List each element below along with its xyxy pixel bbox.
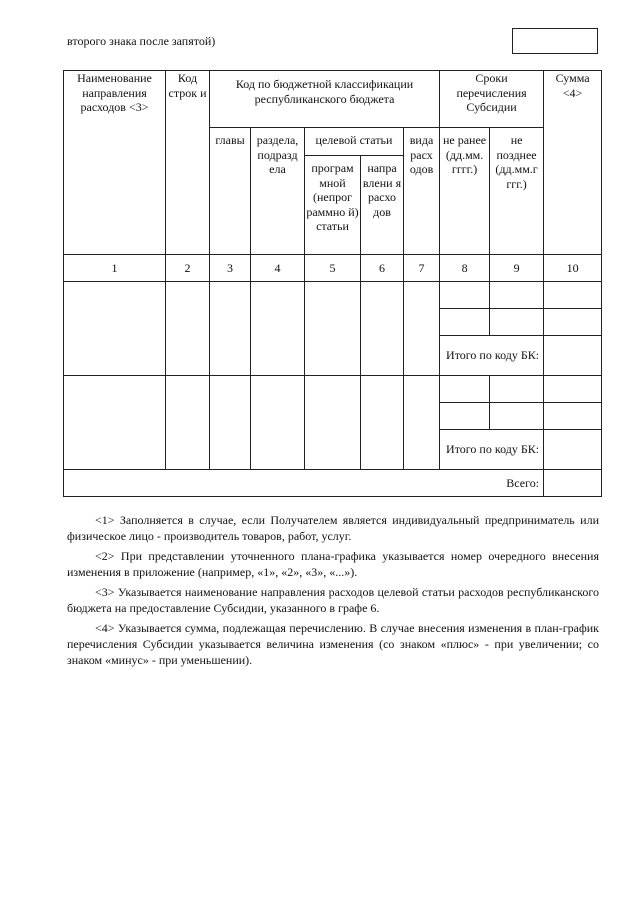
- header-expense-kind: вида расх одов: [404, 128, 440, 255]
- data-cell[interactable]: [544, 282, 602, 309]
- header-target-article: целевой статьи: [305, 128, 404, 156]
- header-section: раздела, подразд ела: [251, 128, 305, 255]
- data-cell[interactable]: [404, 376, 440, 470]
- subsidy-plan-table: [63, 70, 602, 497]
- data-cell[interactable]: [64, 282, 166, 376]
- grand-total-value[interactable]: [544, 470, 602, 497]
- header-budget-classification: Код по бюджетной классификации республиканского бюджета: [210, 71, 440, 128]
- data-cell[interactable]: [490, 309, 544, 336]
- data-cell[interactable]: [166, 376, 210, 470]
- code-box: [512, 28, 598, 54]
- data-cell[interactable]: [251, 376, 305, 470]
- col-number-3: 3: [210, 255, 251, 282]
- total-by-bk-label: Итого по коду БК:: [440, 430, 544, 470]
- header-expense-direction: напра влени я расхо дов: [361, 156, 404, 255]
- data-cell[interactable]: [544, 376, 602, 403]
- data-cell[interactable]: [210, 376, 251, 470]
- col-number-9: 9: [490, 255, 544, 282]
- data-cell[interactable]: [404, 282, 440, 376]
- col-number-5: 5: [305, 255, 361, 282]
- footnote-2: <2> При представлении уточненного плана-графика указывается номер очередного внесения изменения в приложение (например, «1», «2», «3», «...»).: [67, 549, 599, 579]
- data-cell[interactable]: [490, 282, 544, 309]
- data-cell[interactable]: [440, 376, 490, 403]
- data-cell[interactable]: [490, 376, 544, 403]
- data-cell[interactable]: [361, 282, 404, 376]
- total-by-bk-value[interactable]: [544, 430, 602, 470]
- data-cell[interactable]: [251, 282, 305, 376]
- data-cell[interactable]: [210, 282, 251, 376]
- header-transfer-terms: Сроки перечисления Субсидии: [440, 71, 544, 128]
- footnote-1: <1> Заполняется в случае, если Получателем является индивидуальный предприниматель или физическое лицо - производитель товаров, работ, услуг.: [67, 513, 599, 543]
- col-number-1: 1: [64, 255, 166, 282]
- col-number-10: 10: [544, 255, 602, 282]
- header-row-code: Код строк и: [166, 71, 210, 255]
- data-cell[interactable]: [440, 282, 490, 309]
- col-number-4: 4: [251, 255, 305, 282]
- total-by-bk-label: Итого по коду БК:: [440, 336, 544, 376]
- header-not-before: не ранее (дд.мм. гггг.): [440, 128, 490, 255]
- col-number-8: 8: [440, 255, 490, 282]
- footnote-3: <3> Указывается наименование направления расходов целевой статьи расходов республиканского бюджета на предоставление Субсидии, указанного в графе 6.: [67, 585, 599, 615]
- data-cell[interactable]: [490, 403, 544, 430]
- col-number-6: 6: [361, 255, 404, 282]
- data-cell[interactable]: [544, 403, 602, 430]
- header-sum: Сумма <4>: [544, 71, 602, 255]
- header-direction: Наименование направления расходов <3>: [64, 71, 166, 255]
- col-number-2: 2: [166, 255, 210, 282]
- footnotes: [67, 512, 599, 672]
- data-cell[interactable]: [166, 282, 210, 376]
- data-cell[interactable]: [64, 376, 166, 470]
- data-cell[interactable]: [440, 403, 490, 430]
- data-cell[interactable]: [440, 309, 490, 336]
- header-program-article: програм мной (непрог раммно й) статьи: [305, 156, 361, 255]
- header-note: второго знака после запятой): [67, 34, 216, 48]
- header-not-after: не позднее (дд.мм.г ггг.): [490, 128, 544, 255]
- col-number-7: 7: [404, 255, 440, 282]
- grand-total-label: Всего:: [64, 470, 544, 497]
- data-cell[interactable]: [361, 376, 404, 470]
- data-cell[interactable]: [544, 309, 602, 336]
- data-cell[interactable]: [305, 376, 361, 470]
- total-by-bk-value[interactable]: [544, 336, 602, 376]
- footnote-4: <4> Указывается сумма, подлежащая перечислению. В случае внесения изменения в план-график перечисления Субсидии указывается величина изменения (со знаком «плюс» - при увеличении; со знаком «минус» - при уменьшении).: [67, 621, 599, 667]
- header-chapter: главы: [210, 128, 251, 255]
- data-cell[interactable]: [305, 282, 361, 376]
